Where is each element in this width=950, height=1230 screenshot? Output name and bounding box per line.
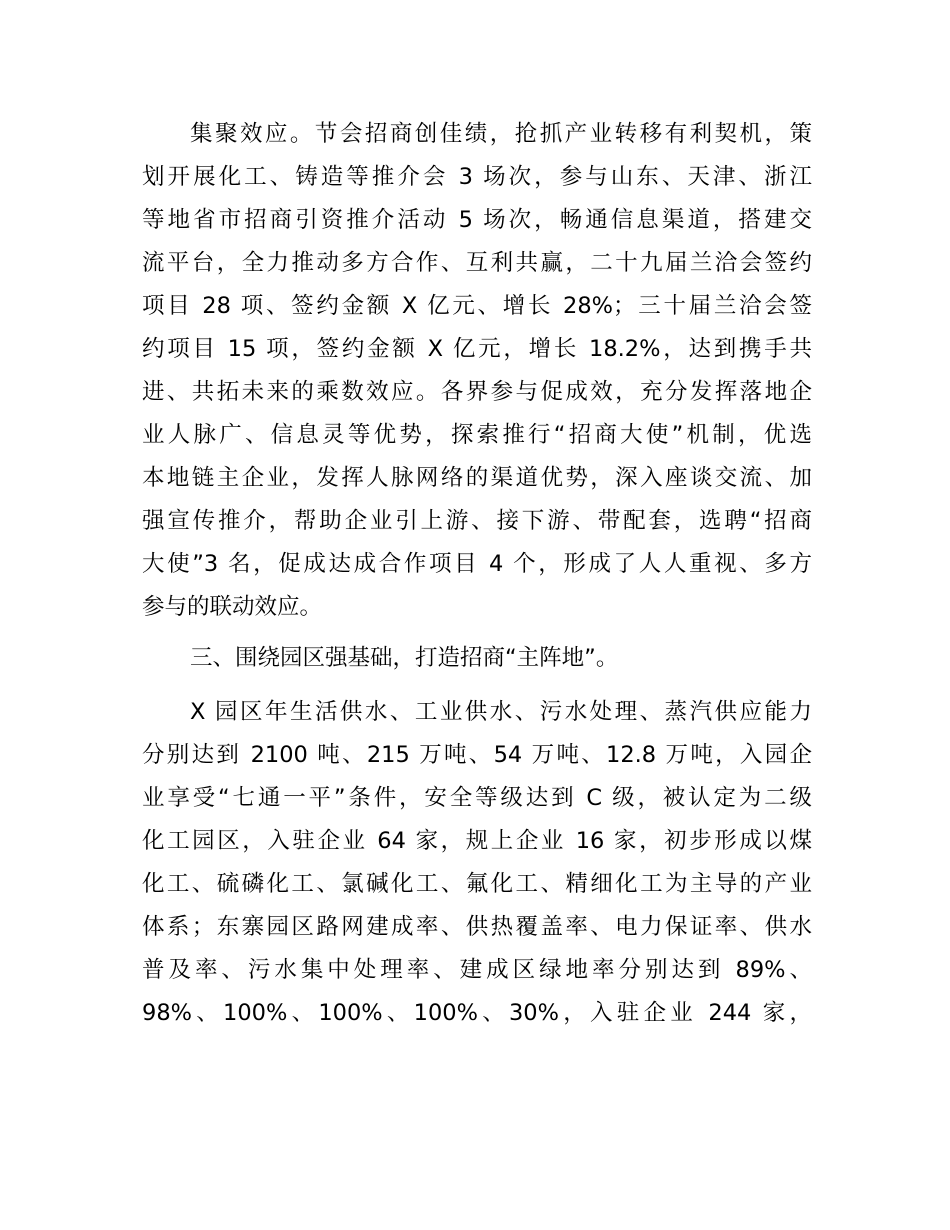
paragraph-1-line-1: 集聚效应。节会招商创佳绩，抢抓产业转移有利契机，策 xyxy=(190,121,812,147)
paragraph-1-line-8: 业人脉广、信息灵等优势，探索推行“招商大使”机制，优选 xyxy=(142,422,812,448)
paragraph-1-line-10: 强宣传推介，帮助企业引上游、接下游、带配套，选聘“招商 xyxy=(142,508,812,534)
paragraph-3-line-8: 98%、100%、100%、100%、30%，入驻企业 244 家， xyxy=(142,1000,812,1026)
paragraph-1-line-2: 划开展化工、铸造等推介会 3 场次，参与山东、天津、浙江 xyxy=(142,164,812,190)
paragraph-3-line-1: X 园区年生活供水、工业供水、污水处理、蒸汽供应能力 xyxy=(190,699,812,725)
paragraph-3-line-7: 普及率、污水集中处理率、建成区绿地率分别达到 89%、 xyxy=(142,957,812,983)
paragraph-3-line-5: 化工、硫磷化工、氯碱化工、氟化工、精细化工为主导的产业 xyxy=(142,871,812,897)
paragraph-3-line-4: 化工园区，入驻企业 64 家，规上企业 16 家，初步形成以煤 xyxy=(142,828,812,854)
paragraph-1-line-9: 本地链主企业，发挥人脉网络的渠道优势，深入座谈交流、加 xyxy=(142,465,812,491)
paragraph-3-line-6: 体系；东寨园区路网建成率、供热覆盖率、电力保证率、供水 xyxy=(142,914,812,940)
paragraph-3-line-3: 业享受“七通一平”条件，安全等级达到 C 级，被认定为二级 xyxy=(142,785,812,811)
section-heading-3: 三、围绕园区强基础，打造招商“主阵地”。 xyxy=(190,645,619,671)
paragraph-1-line-5: 项目 28 项、签约金额 X 亿元、增长 28%；三十届兰洽会签 xyxy=(142,293,812,319)
paragraph-1-line-3: 等地省市招商引资推介活动 5 场次，畅通信息渠道，搭建交 xyxy=(142,207,812,233)
paragraph-1-line-12: 参与的联动效应。 xyxy=(142,594,323,620)
paragraph-1-line-7: 进、共拓未来的乘数效应。各界参与促成效，充分发挥落地企 xyxy=(142,379,812,405)
paragraph-1-line-6: 约项目 15 项，签约金额 X 亿元，增长 18.2%，达到携手共 xyxy=(142,336,812,362)
paragraph-3-line-2: 分别达到 2100 吨、215 万吨、54 万吨、12.8 万吨，入园企 xyxy=(142,742,812,768)
paragraph-1-line-4: 流平台，全力推动多方合作、互利共赢，二十九届兰洽会签约 xyxy=(142,250,812,276)
paragraph-1-line-11: 大使”3 名，促成达成合作项目 4 个，形成了人人重视、多方 xyxy=(142,551,812,577)
